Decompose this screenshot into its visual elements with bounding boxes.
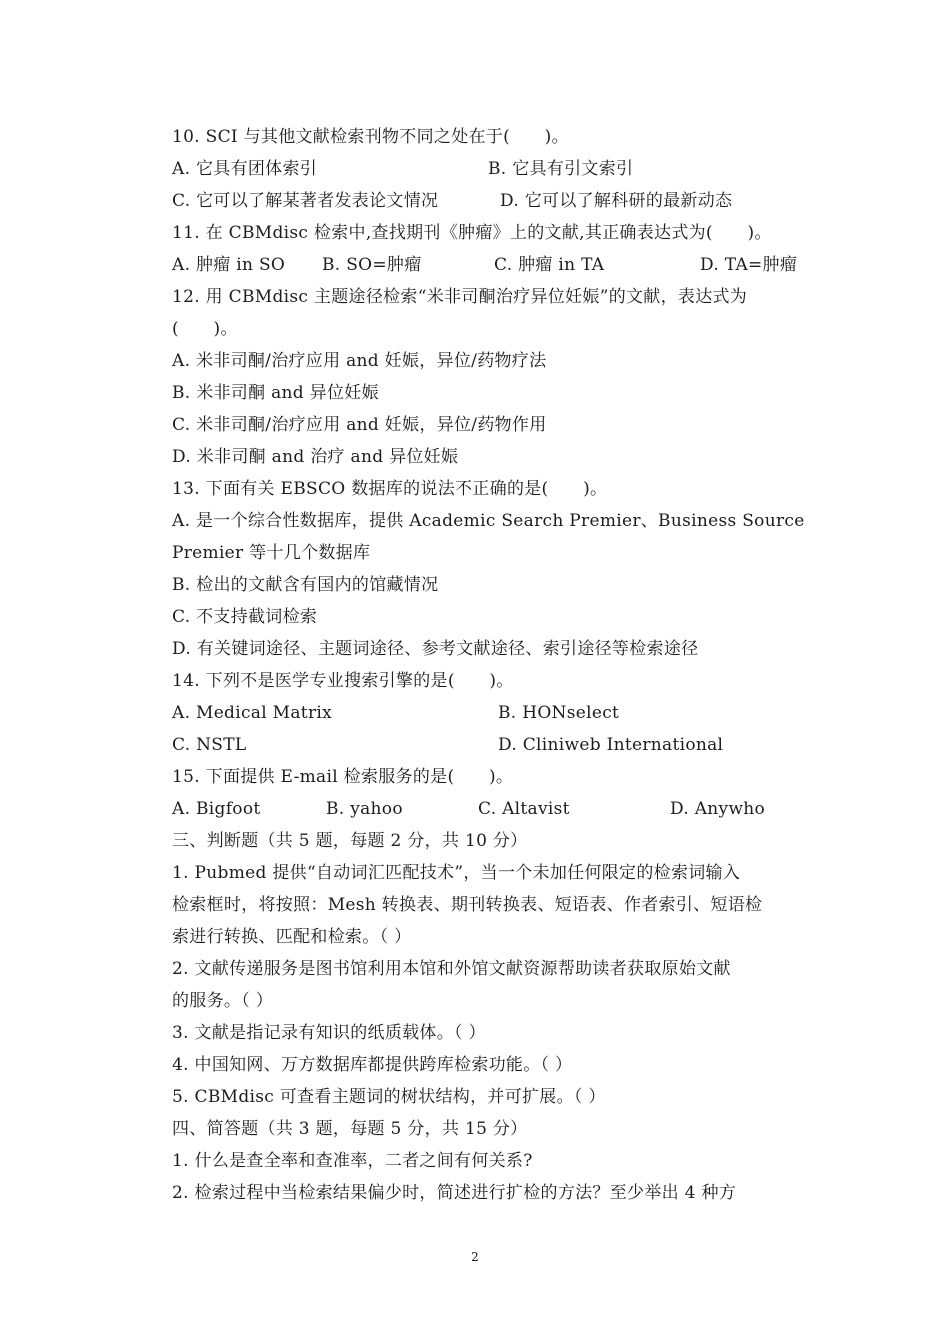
judge1-line1: 1. Pubmed 提供“自动词汇匹配技术”，当一个未加任何限定的检索词输入 — [172, 863, 741, 883]
section3-heading: 三、判断题（共 5 题，每题 2 分，共 10 分） — [172, 831, 528, 851]
q13-option-b: B. 检出的文献含有国内的馆藏情况 — [172, 575, 439, 595]
q12-option-b: B. 米非司酮 and 异位妊娠 — [172, 383, 379, 403]
q10-stem: 10. SCI 与其他文献检索刊物不同之处在于( )。 — [172, 127, 569, 147]
q13-option-c: C. 不支持截词检索 — [172, 607, 318, 627]
q12-option-c: C. 米非司酮/治疗应用 and 妊娠，异位/药物作用 — [172, 415, 547, 435]
q13-option-a-line2: Premier 等十几个数据库 — [172, 543, 371, 563]
judge1-line2: 检索框时，将按照：Mesh 转换表、期刊转换表、短语表、作者索引、短语检 — [172, 895, 763, 915]
short-answer-2: 2. 检索过程中当检索结果偏少时，简述进行扩检的方法？至少举出 4 种方 — [172, 1183, 737, 1203]
q12-stem-line1: 12. 用 CBMdisc 主题途径检索“米非司酮治疗异位妊娠”的文献，表达式为 — [172, 287, 748, 307]
q14-option-b: B. HONselect — [498, 703, 620, 723]
judge1-line3: 索进行转换、匹配和检索。（ ） — [172, 927, 412, 947]
q11-option-a: A. 肿瘤 in SO — [172, 255, 286, 275]
q15-stem: 15. 下面提供 E-mail 检索服务的是( )。 — [172, 767, 514, 787]
q12-option-d: D. 米非司酮 and 治疗 and 异位妊娠 — [172, 447, 459, 467]
q14-option-a: A. Medical Matrix — [172, 703, 332, 723]
q10-option-a: A. 它具有团体索引 — [172, 159, 318, 179]
section4-heading: 四、简答题（共 3 题，每题 5 分，共 15 分） — [172, 1119, 528, 1139]
q11-stem: 11. 在 CBMdisc 检索中,查找期刊《肿瘤》上的文献,其正确表达式为( )。 — [172, 223, 772, 243]
q10-option-c: C. 它可以了解某著者发表论文情况 — [172, 191, 439, 211]
judge2-line2: 的服务。（ ） — [172, 991, 274, 1011]
q11-option-d: D. TA=肿瘤 — [700, 255, 798, 275]
q15-option-c: C. Altavist — [478, 799, 570, 819]
q14-option-c: C. NSTL — [172, 735, 247, 755]
q15-option-b: B. yahoo — [326, 799, 403, 819]
page-number: 2 — [471, 1250, 479, 1264]
q12-option-a: A. 米非司酮/治疗应用 and 妊娠，异位/药物疗法 — [172, 351, 547, 371]
q11-option-b: B. SO=肿瘤 — [322, 255, 422, 275]
q13-option-a-line1: A. 是一个综合性数据库，提供 Academic Search Premier、Business Source — [172, 511, 805, 531]
q10-option-b: B. 它具有引文索引 — [488, 159, 634, 179]
judge5: 5. CBMdisc 可查看主题词的树状结构，并可扩展。（ ） — [172, 1087, 606, 1107]
q12-stem-line2: ( )。 — [172, 319, 238, 339]
judge4: 4. 中国知网、万方数据库都提供跨库检索功能。（ ） — [172, 1055, 573, 1075]
q13-stem: 13. 下面有关 EBSCO 数据库的说法不正确的是( )。 — [172, 479, 608, 499]
short-answer-1: 1. 什么是查全率和查准率，二者之间有何关系? — [172, 1151, 533, 1171]
q10-option-d: D. 它可以了解科研的最新动态 — [500, 191, 733, 211]
q15-option-a: A. Bigfoot — [172, 799, 261, 819]
q14-stem: 14. 下列不是医学专业搜索引擎的是( )。 — [172, 671, 514, 691]
q11-option-c: C. 肿瘤 in TA — [494, 255, 605, 275]
q13-option-d: D. 有关键词途径、主题词途径、参考文献途径、索引途径等检索途径 — [172, 639, 699, 659]
q15-option-d: D. Anywho — [670, 799, 766, 819]
q14-option-d: D. Cliniweb International — [498, 735, 724, 755]
judge3: 3. 文献是指记录有知识的纸质载体。（ ） — [172, 1023, 486, 1043]
judge2-line1: 2. 文献传递服务是图书馆利用本馆和外馆文献资源帮助读者获取原始文献 — [172, 959, 731, 979]
